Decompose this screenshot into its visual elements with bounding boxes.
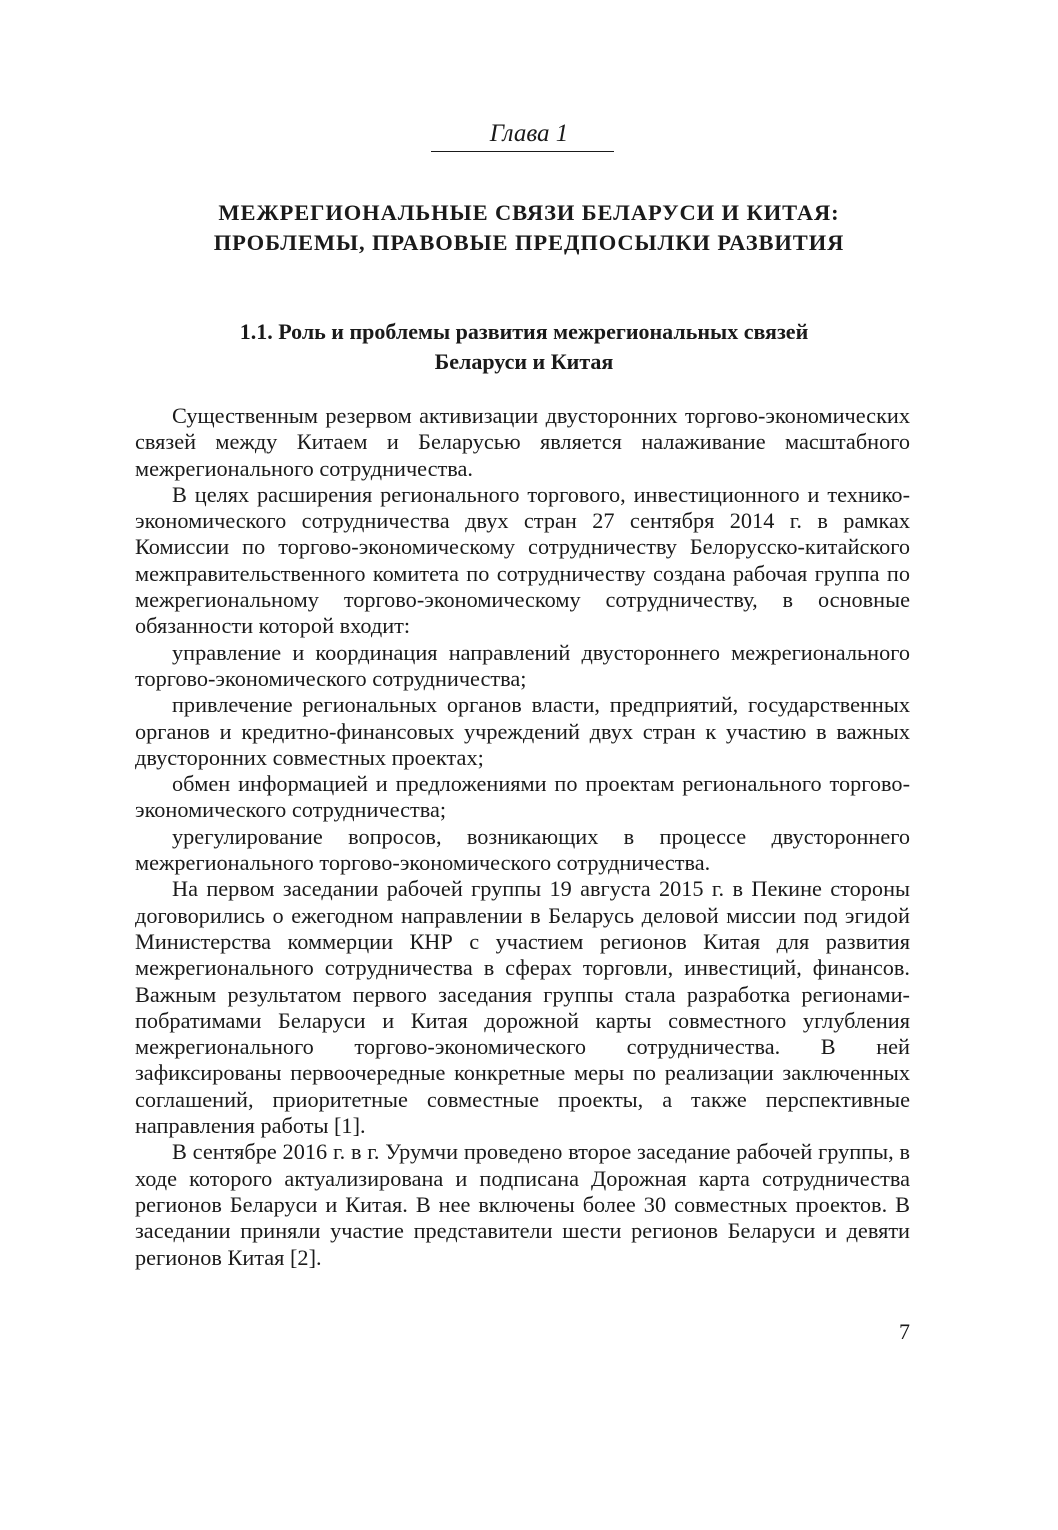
paragraph: В целях расширения регионального торгового, инвестиционного и технико-экономического сотрудничества двух стран 27 сентября 2014 г. в рамках Комиссии по торгово-экономическому сотрудничеству Белорусско-китайского межправительственного комитета по сотрудничеству создана рабочая группа по межрегиональному торгово-экономическому сотрудничеству, в основные обязанности которой входит: [135,481,910,639]
chapter-title-line-1: МЕЖРЕГИОНАЛЬНЫЕ СВЯЗИ БЕЛАРУСИ И КИТАЯ: [218,200,840,225]
section-title-line-1: 1.1. Роль и проблемы развития межрегиональных связей [239,319,809,344]
paragraph: На первом заседании рабочей группы 19 августа 2015 г. в Пекине стороны договорились о ежегодном направлении в Беларусь деловой миссии под эгидой Министерства коммерции КНР с участием регионов Китая для развития межрегионального сотрудничества в сферах торговли, инвестиций, финансов. Важным результатом первого заседания группы стала разработка регионами-побратимами Беларуси и Китая дорожной карты совместного углубления межрегионального торгово-экономического сотрудничества. В ней зафиксированы первоочередные конкретные меры по реализации заключенных соглашений, приоритетные совместные проекты, а также перспективные направления работы [1]. [135,876,910,1139]
chapter-underline [431,151,614,152]
chapter-title-line-2: ПРОБЛЕМЫ, ПРАВОВЫЕ ПРЕДПОСЫЛКИ РАЗВИТИЯ [213,230,845,255]
list-item: обмен информацией и предложениями по проектам регионального торгово-экономического сотрудничества; [135,771,910,823]
list-item: управление и координация направлений двустороннего межрегионального торгово-экономического сотрудничества; [135,639,910,691]
section-title-line-2: Беларуси и Китая [434,349,614,374]
body-text [135,403,910,1271]
list-item: привлечение региональных органов власти, предприятий, государственных органов и кредитно-финансовых учреждений двух стран к участию в важных двусторонних совместных проектах; [135,692,910,770]
paragraph: Существенным резервом активизации двусторонних торгово-экономических связей между Китаем и Беларусью является налаживание масштабного межрегионального сотрудничества. [135,403,910,481]
paragraph: В сентябре 2016 г. в г. Урумчи проведено второе заседание рабочей группы, в ходе которого актуализирована и подписана Дорожная карта сотрудничества регионов Беларуси и Китая. В нее включены более 30 совместных проектов. В заседании приняли участие представители шести регионов Беларуси и девяти регионов Китая [2]. [135,1139,910,1270]
chapter-title [100,198,958,258]
chapter-label: Глава 1 [489,120,569,147]
page-number: 7 [899,1319,910,1344]
list-item: урегулирование вопросов, возникающих в процессе двустороннего межрегионального торгово-экономического сотрудничества. [135,823,910,876]
section-title [100,317,948,377]
